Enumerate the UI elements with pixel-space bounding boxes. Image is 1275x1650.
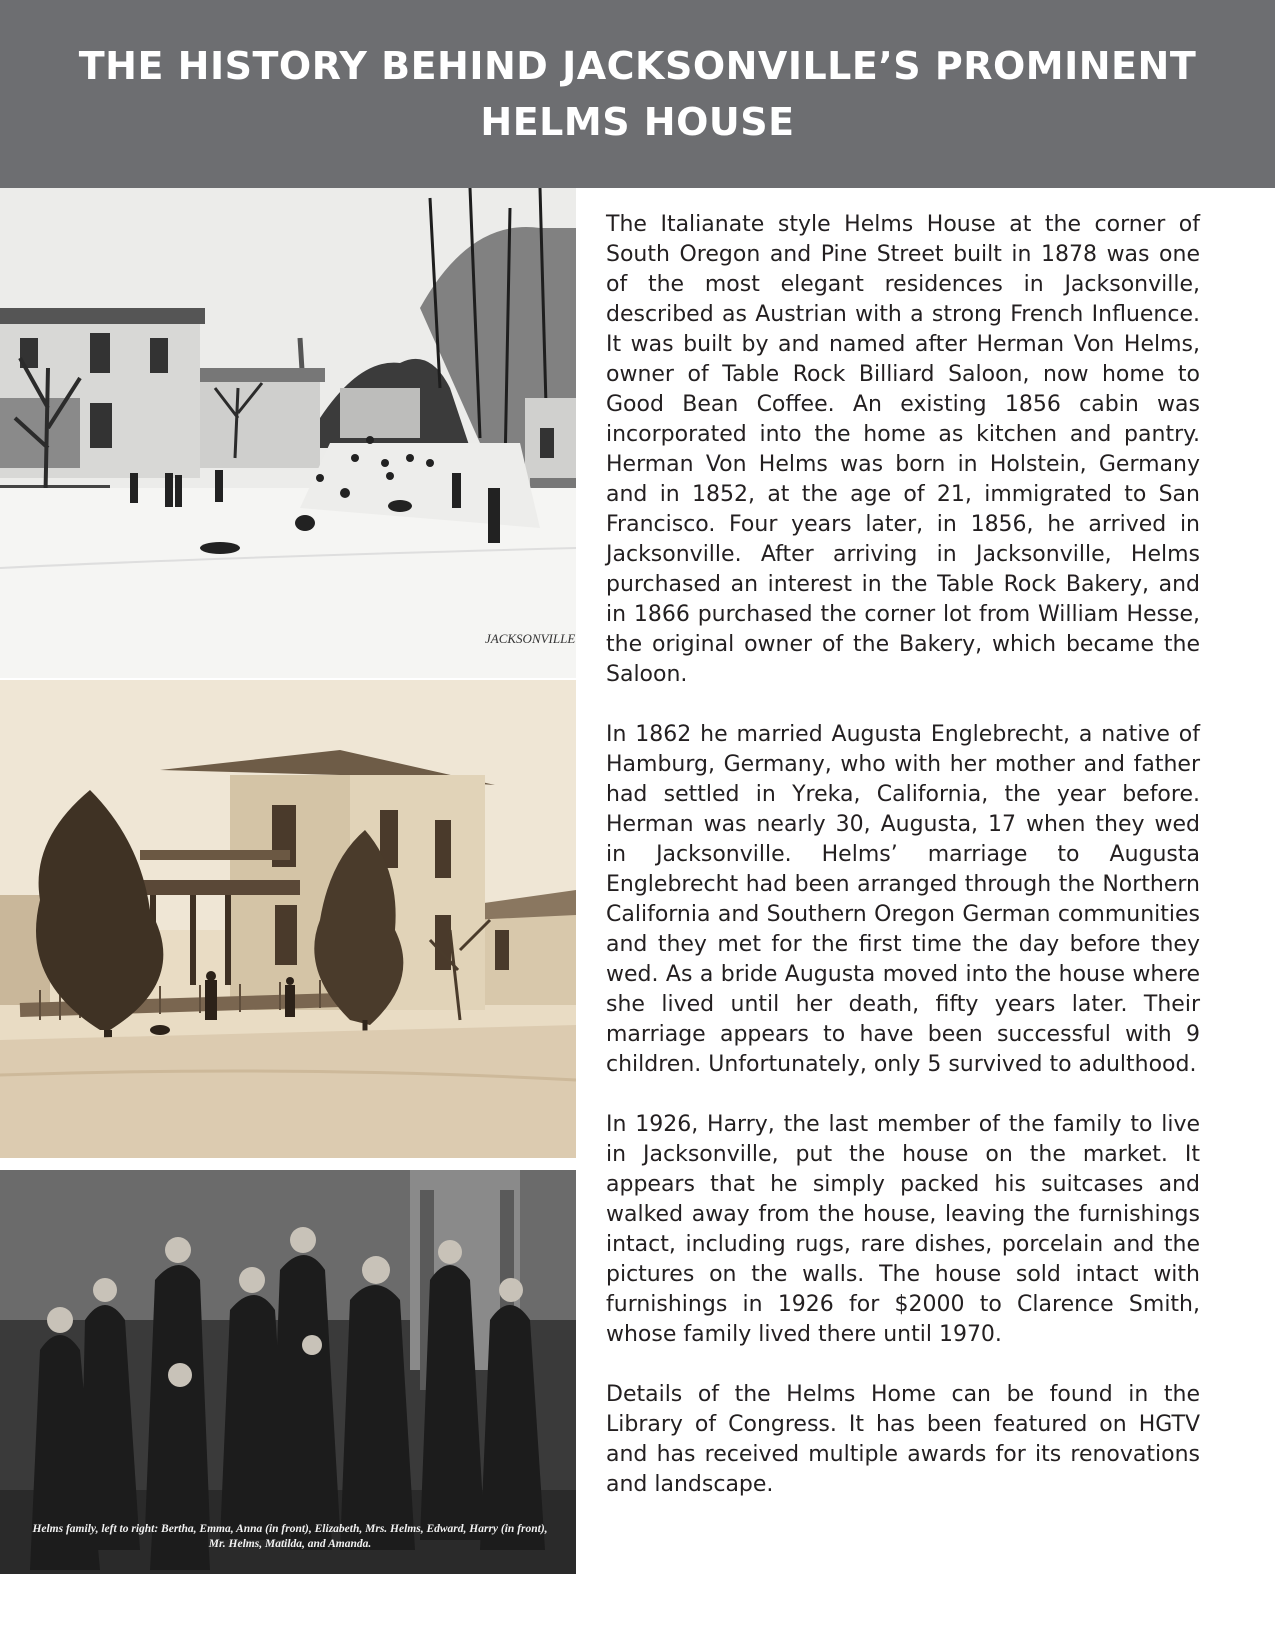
article-body — [606, 210, 1200, 1530]
paragraph-4: Details of the Helms Home can be found in the Library of Congress. It has been featured on HGTV and has received multiple awards for its renovations and landscape. — [606, 1382, 1200, 1497]
title-banner — [0, 0, 1275, 188]
page-title: THE HISTORY BEHIND JACKSONVILLE’S PROMINENT HELMS HOUSE — [78, 44, 1197, 144]
family-photo-caption: Helms family, left to right: Bertha, Emma, Anna (in front), Elizabeth, Mrs. Helms, Edward, Harry (in front), Mr. Helms, Matilda, and Amanda. — [32, 1523, 548, 1550]
paragraph-2: In 1862 he married Augusta Englebrecht, a native of Hamburg, Germany, who with her mother and father had settled in Yreka, California, the year before. Herman was nearly 30, Augusta, 17 when they wed in Jacksonville. Helms’ marriage to Augusta Englebrecht had been arranged through the Northern California and Southern Oregon German communities and they met for the first time the day before they wed. As a bride Augusta moved into the house where she lived until her death, fifty years later. Their marriage appears to have been successful with 9 children. Unfortunately, only 5 survived to adulthood. — [606, 722, 1200, 1077]
paragraph-1: The Italianate style Helms House at the corner of South Oregon and Pine Street built in 1878 was one of the most elegant residences in Jacksonville, described as Austrian with a strong French Influence. It was built by and named after Herman Von Helms, owner of Table Rock Billiard Saloon, now home to Good Bean Coffee. An existing 1856 cabin was incorporated into the home as kitchen and pantry. Herman Von Helms was born in Holstein, Germany and in 1852, at the age of 21, immigrated to San Francisco. Four years later, in 1856, he arrived in Jacksonville. After arriving in Jacksonville, Helms purchased an interest in the Table Rock Bakery, and in 1866 purchased the corner lot from William Hesse, the original owner of the Bakery, which became the Saloon. — [606, 212, 1200, 687]
paragraph-3: In 1926, Harry, the last member of the family to live in Jacksonville, put the house on the market. It appears that he simply packed his suitcases and walked away from the house, leaving the furnishings intact, including rugs, rare dishes, porcelain and the pictures on the walls. The house sold intact with furnishings in 1926 for $2000 to Clarence Smith, whose family lived there until 1970. — [606, 1112, 1200, 1347]
helms-family-photo — [0, 1170, 576, 1574]
snowy-street-photo — [0, 188, 576, 678]
helms-house-photo — [0, 680, 576, 1158]
photo-stamp: JACKSONVILLE — [485, 631, 576, 646]
